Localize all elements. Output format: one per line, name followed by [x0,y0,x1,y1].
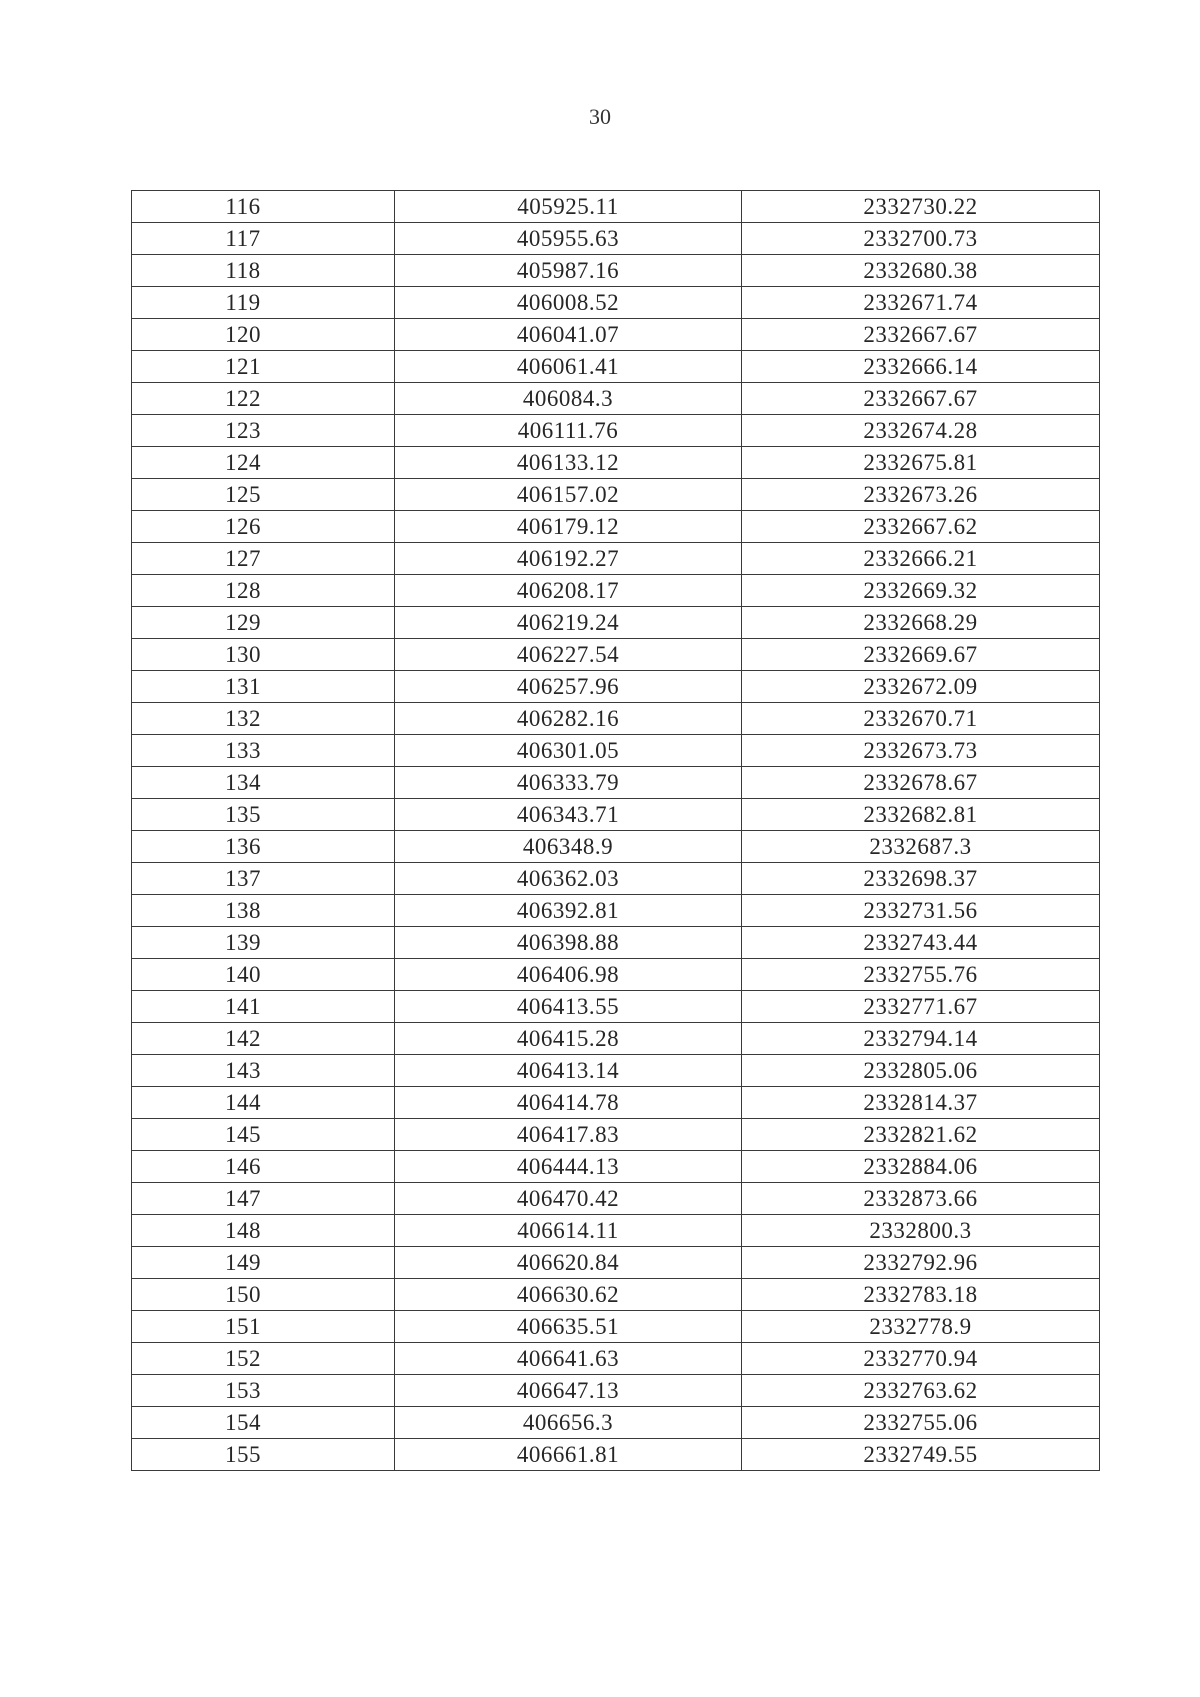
table-row [132,1375,1100,1407]
table-row [132,543,1100,575]
x-coordinate-cell: 406414.78 [395,1087,742,1119]
table-row [132,351,1100,383]
y-coordinate-cell: 2332749.55 [742,1439,1100,1471]
y-coordinate-cell: 2332700.73 [742,223,1100,255]
table-row [132,1215,1100,1247]
point-number-cell: 140 [132,959,395,991]
table-row [132,959,1100,991]
point-number-cell: 124 [132,447,395,479]
x-coordinate-cell: 406111.76 [395,415,742,447]
x-coordinate-cell: 406415.28 [395,1023,742,1055]
table-row [132,1279,1100,1311]
x-coordinate-cell: 406219.24 [395,607,742,639]
y-coordinate-cell: 2332730.22 [742,191,1100,223]
point-number-cell: 148 [132,1215,395,1247]
y-coordinate-cell: 2332682.81 [742,799,1100,831]
y-coordinate-cell: 2332873.66 [742,1183,1100,1215]
table-row [132,767,1100,799]
x-coordinate-cell: 406392.81 [395,895,742,927]
table-row [132,703,1100,735]
point-number-cell: 130 [132,639,395,671]
point-number-cell: 129 [132,607,395,639]
point-number-cell: 136 [132,831,395,863]
x-coordinate-cell: 406620.84 [395,1247,742,1279]
x-coordinate-cell: 406301.05 [395,735,742,767]
table-row [132,575,1100,607]
x-coordinate-cell: 406179.12 [395,511,742,543]
table-row [132,1183,1100,1215]
y-coordinate-cell: 2332763.62 [742,1375,1100,1407]
y-coordinate-cell: 2332675.81 [742,447,1100,479]
table-row [132,863,1100,895]
point-number-cell: 141 [132,991,395,1023]
y-coordinate-cell: 2332884.06 [742,1151,1100,1183]
y-coordinate-cell: 2332687.3 [742,831,1100,863]
y-coordinate-cell: 2332783.18 [742,1279,1100,1311]
table-row [132,831,1100,863]
x-coordinate-cell: 405987.16 [395,255,742,287]
x-coordinate-cell: 405925.11 [395,191,742,223]
point-number-cell: 143 [132,1055,395,1087]
y-coordinate-cell: 2332731.56 [742,895,1100,927]
table-row [132,927,1100,959]
point-number-cell: 128 [132,575,395,607]
y-coordinate-cell: 2332669.32 [742,575,1100,607]
table-row [132,1119,1100,1151]
point-number-cell: 147 [132,1183,395,1215]
point-number-cell: 117 [132,223,395,255]
x-coordinate-cell: 406208.17 [395,575,742,607]
table-row [132,383,1100,415]
point-number-cell: 126 [132,511,395,543]
y-coordinate-cell: 2332667.62 [742,511,1100,543]
x-coordinate-cell: 406470.42 [395,1183,742,1215]
table-row [132,255,1100,287]
point-number-cell: 137 [132,863,395,895]
point-number-cell: 133 [132,735,395,767]
y-coordinate-cell: 2332670.71 [742,703,1100,735]
table-row [132,1343,1100,1375]
x-coordinate-cell: 406614.11 [395,1215,742,1247]
y-coordinate-cell: 2332668.29 [742,607,1100,639]
coordinate-table-body [132,191,1100,1471]
y-coordinate-cell: 2332669.67 [742,639,1100,671]
table-row [132,1311,1100,1343]
table-row [132,671,1100,703]
table-row [132,639,1100,671]
x-coordinate-cell: 406348.9 [395,831,742,863]
x-coordinate-cell: 406398.88 [395,927,742,959]
point-number-cell: 134 [132,767,395,799]
y-coordinate-cell: 2332678.67 [742,767,1100,799]
table-row [132,735,1100,767]
y-coordinate-cell: 2332667.67 [742,319,1100,351]
y-coordinate-cell: 2332673.26 [742,479,1100,511]
y-coordinate-cell: 2332674.28 [742,415,1100,447]
y-coordinate-cell: 2332805.06 [742,1055,1100,1087]
table-row [132,1055,1100,1087]
point-number-cell: 135 [132,799,395,831]
point-number-cell: 144 [132,1087,395,1119]
y-coordinate-cell: 2332672.09 [742,671,1100,703]
point-number-cell: 122 [132,383,395,415]
coordinate-table [131,190,1100,1471]
table-row [132,895,1100,927]
point-number-cell: 153 [132,1375,395,1407]
y-coordinate-cell: 2332743.44 [742,927,1100,959]
y-coordinate-cell: 2332698.37 [742,863,1100,895]
x-coordinate-cell: 406413.55 [395,991,742,1023]
point-number-cell: 116 [132,191,395,223]
table-row [132,1087,1100,1119]
y-coordinate-cell: 2332792.96 [742,1247,1100,1279]
x-coordinate-cell: 406333.79 [395,767,742,799]
point-number-cell: 127 [132,543,395,575]
table-row [132,607,1100,639]
table-row [132,415,1100,447]
y-coordinate-cell: 2332666.14 [742,351,1100,383]
point-number-cell: 150 [132,1279,395,1311]
table-row [132,1247,1100,1279]
page-number: 30 [589,104,611,129]
table-row [132,191,1100,223]
table-row [132,1151,1100,1183]
x-coordinate-cell: 406630.62 [395,1279,742,1311]
point-number-cell: 149 [132,1247,395,1279]
table-row [132,511,1100,543]
point-number-cell: 154 [132,1407,395,1439]
x-coordinate-cell: 406133.12 [395,447,742,479]
table-row [132,287,1100,319]
y-coordinate-cell: 2332794.14 [742,1023,1100,1055]
point-number-cell: 123 [132,415,395,447]
x-coordinate-cell: 406656.3 [395,1407,742,1439]
point-number-cell: 121 [132,351,395,383]
point-number-cell: 119 [132,287,395,319]
x-coordinate-cell: 406417.83 [395,1119,742,1151]
x-coordinate-cell: 406041.07 [395,319,742,351]
x-coordinate-cell: 406192.27 [395,543,742,575]
y-coordinate-cell: 2332680.38 [742,255,1100,287]
table-row [132,479,1100,511]
x-coordinate-cell: 406157.02 [395,479,742,511]
point-number-cell: 125 [132,479,395,511]
y-coordinate-cell: 2332755.06 [742,1407,1100,1439]
point-number-cell: 131 [132,671,395,703]
table-row [132,1023,1100,1055]
point-number-cell: 139 [132,927,395,959]
x-coordinate-cell: 406635.51 [395,1311,742,1343]
x-coordinate-cell: 406061.41 [395,351,742,383]
y-coordinate-cell: 2332821.62 [742,1119,1100,1151]
point-number-cell: 138 [132,895,395,927]
table-row [132,447,1100,479]
y-coordinate-cell: 2332770.94 [742,1343,1100,1375]
y-coordinate-cell: 2332667.67 [742,383,1100,415]
y-coordinate-cell: 2332814.37 [742,1087,1100,1119]
point-number-cell: 152 [132,1343,395,1375]
table-row [132,319,1100,351]
point-number-cell: 145 [132,1119,395,1151]
x-coordinate-cell: 406282.16 [395,703,742,735]
x-coordinate-cell: 406008.52 [395,287,742,319]
x-coordinate-cell: 406406.98 [395,959,742,991]
y-coordinate-cell: 2332778.9 [742,1311,1100,1343]
table-row [132,799,1100,831]
point-number-cell: 155 [132,1439,395,1471]
point-number-cell: 132 [132,703,395,735]
x-coordinate-cell: 406647.13 [395,1375,742,1407]
point-number-cell: 142 [132,1023,395,1055]
table-row [132,223,1100,255]
x-coordinate-cell: 406413.14 [395,1055,742,1087]
x-coordinate-cell: 405955.63 [395,223,742,255]
y-coordinate-cell: 2332666.21 [742,543,1100,575]
point-number-cell: 146 [132,1151,395,1183]
x-coordinate-cell: 406257.96 [395,671,742,703]
point-number-cell: 118 [132,255,395,287]
x-coordinate-cell: 406362.03 [395,863,742,895]
y-coordinate-cell: 2332800.3 [742,1215,1100,1247]
x-coordinate-cell: 406444.13 [395,1151,742,1183]
point-number-cell: 120 [132,319,395,351]
y-coordinate-cell: 2332771.67 [742,991,1100,1023]
y-coordinate-cell: 2332673.73 [742,735,1100,767]
point-number-cell: 151 [132,1311,395,1343]
table-row [132,1439,1100,1471]
y-coordinate-cell: 2332671.74 [742,287,1100,319]
y-coordinate-cell: 2332755.76 [742,959,1100,991]
x-coordinate-cell: 406661.81 [395,1439,742,1471]
x-coordinate-cell: 406641.63 [395,1343,742,1375]
x-coordinate-cell: 406227.54 [395,639,742,671]
table-row [132,1407,1100,1439]
x-coordinate-cell: 406084.3 [395,383,742,415]
table-row [132,991,1100,1023]
x-coordinate-cell: 406343.71 [395,799,742,831]
